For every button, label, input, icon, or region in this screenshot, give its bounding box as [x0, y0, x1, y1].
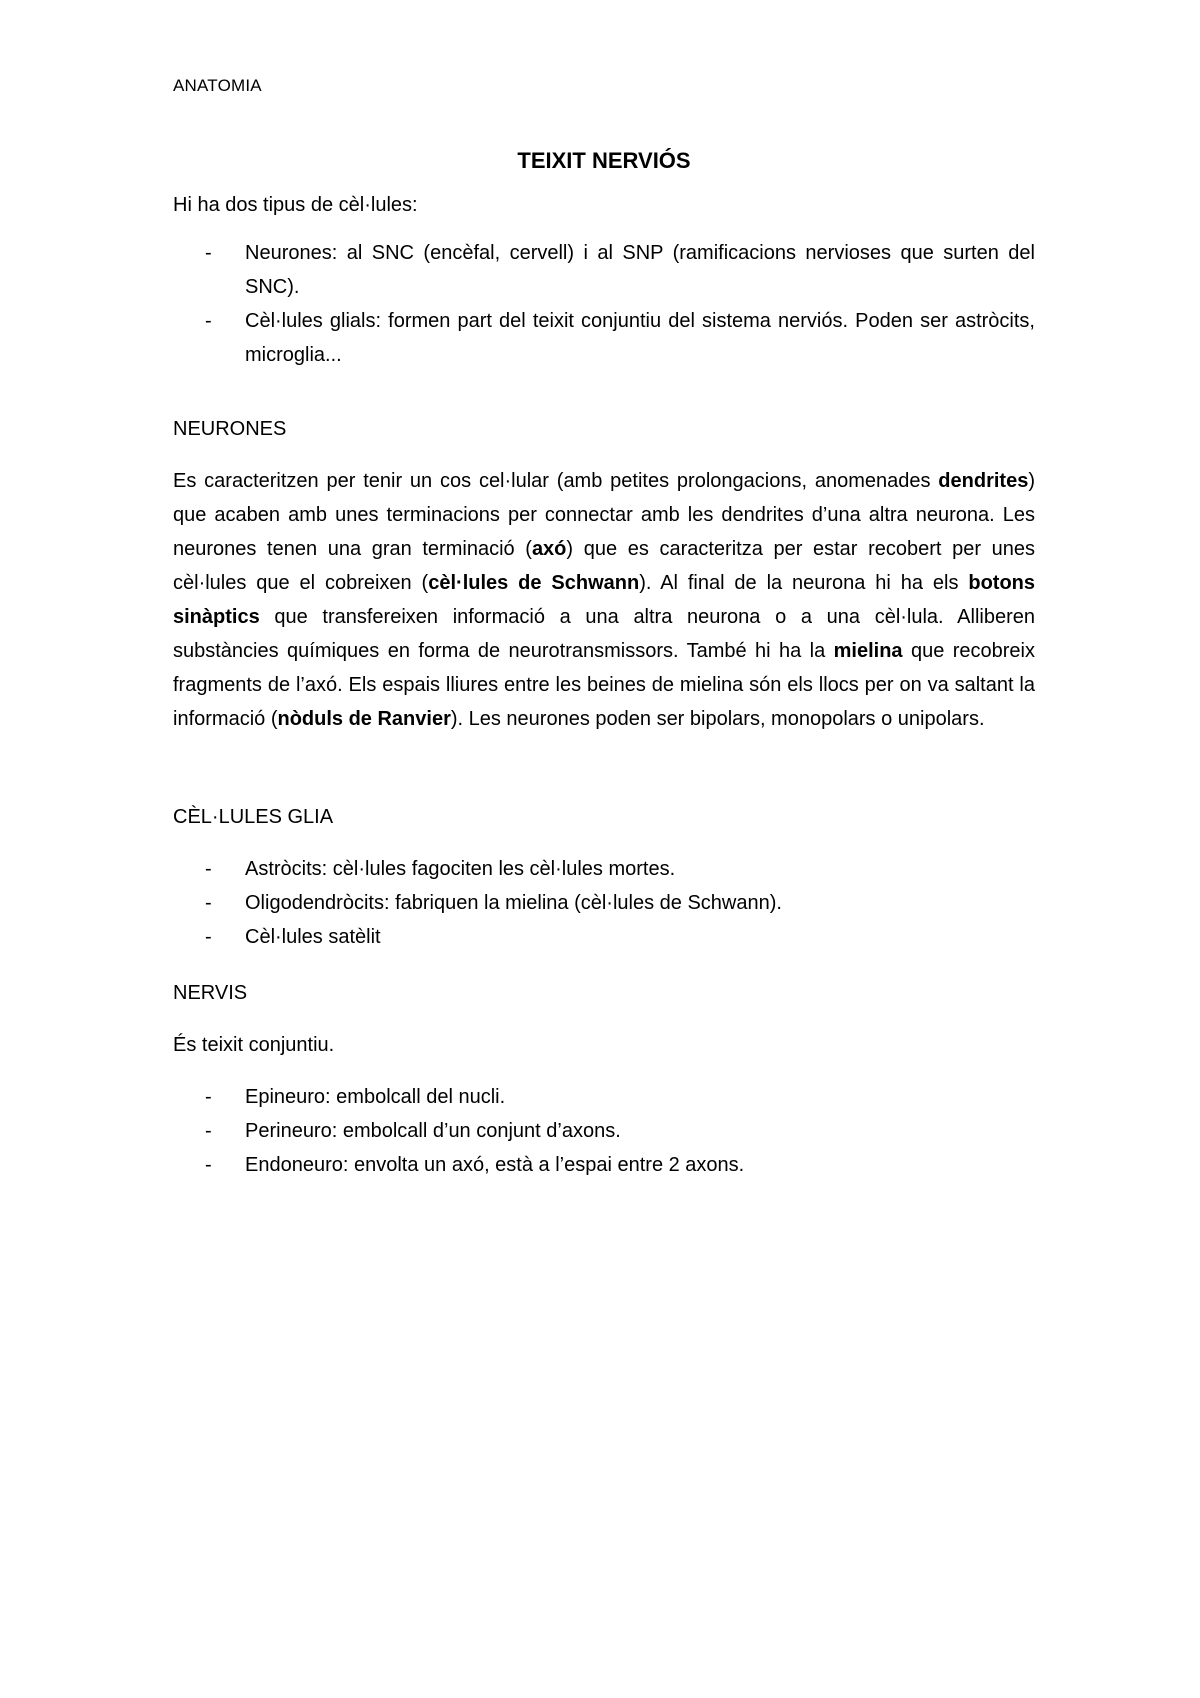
text-run: ) que acaben amb unes terminacions per connectar amb les dendrites d’una altra neurona. Les neurones tenen una gran terminació (: [173, 470, 1035, 560]
list-dash: -: [205, 926, 212, 948]
document-title: TEIXIT NERVIÓS: [517, 148, 691, 173]
list-item: [173, 920, 1035, 954]
page-header: ANATOMIA: [173, 76, 262, 95]
section-heading-glia: CÈL·LULES GLIA: [173, 806, 334, 828]
list-item: [173, 304, 1035, 372]
glia-list: [173, 852, 1035, 954]
list-dash: -: [205, 892, 212, 914]
intro-paragraph: Hi ha dos tipus de cèl·lules:: [173, 194, 418, 216]
term-dendrites: dendrites: [938, 470, 1029, 492]
term-noduls-ranvier: nòduls de Ranvier: [277, 708, 451, 730]
list-item-text: Oligodendròcits: fabriquen la mielina (cèl·lules de Schwann).: [245, 892, 782, 914]
list-dash: -: [205, 858, 212, 880]
list-item-text: Perineuro: embolcall d’un conjunt d’axons.: [245, 1120, 621, 1142]
list-item-text: Endoneuro: envolta un axó, està a l’espai entre 2 axons.: [245, 1154, 745, 1176]
list-item: [173, 1148, 1035, 1182]
section-heading-neurones: NEURONES: [173, 418, 287, 440]
nervis-list: [173, 1080, 1035, 1182]
text-run: ) que es caracteritza per estar recobert per unes cèl·lules que el cobreixen (: [173, 538, 1036, 594]
term-schwann-cells: cèl·lules de Schwann: [428, 572, 640, 594]
list-dash: -: [205, 242, 212, 264]
list-item-text: Astròcits: cèl·lules fagociten les cèl·lules mortes.: [245, 858, 676, 880]
list-item-text: Epineuro: embolcall del nucli.: [245, 1086, 506, 1108]
list-dash: -: [205, 310, 212, 332]
text-run: ). Les neurones poden ser bipolars, monopolars o unipolars.: [450, 708, 985, 730]
term-mielina: mielina: [833, 640, 903, 662]
text-run: que transfereixen informació a una altra neurona o a una cèl·lula. Alliberen substàncies químiques en forma de neurotransmissors. També hi ha la: [173, 606, 1035, 662]
list-item-text: Cèl·lules glials: formen part del teixit conjuntiu del sistema nerviós. Poden ser astròcits, microglia...: [245, 310, 1035, 366]
term-botons-sinaptics: botons sinàptics: [173, 572, 1036, 628]
cell-types-list: [173, 236, 1035, 372]
text-run: que recobreix fragments de l’axó. Els espais lliures entre les beines de mielina són els llocs per on va saltant la informació (: [173, 640, 1035, 730]
list-dash: -: [205, 1120, 212, 1142]
list-item: [173, 236, 1035, 304]
list-dash: -: [205, 1154, 212, 1176]
list-item-text: Cèl·lules satèlit: [245, 926, 381, 948]
list-item: [173, 1080, 1035, 1114]
neurones-paragraph: [173, 464, 1035, 736]
list-item-text: Neurones: al SNC (encèfal, cervell) i al SNP (ramificacions nervioses que surten del SNC).: [245, 242, 1035, 298]
list-item: [173, 852, 1035, 886]
section-heading-nervis: NERVIS: [173, 982, 248, 1004]
text-run: ). Al final de la neurona hi ha els: [639, 572, 969, 594]
list-dash: -: [205, 1086, 212, 1108]
text-run: Es caracteritzen per tenir un cos cel·lular (amb petites prolongacions, anomenades: [173, 470, 939, 492]
nervis-intro: És teixit conjuntiu.: [173, 1034, 335, 1056]
list-item: [173, 1114, 1035, 1148]
list-item: [173, 886, 1035, 920]
term-axo: axó: [531, 538, 567, 560]
